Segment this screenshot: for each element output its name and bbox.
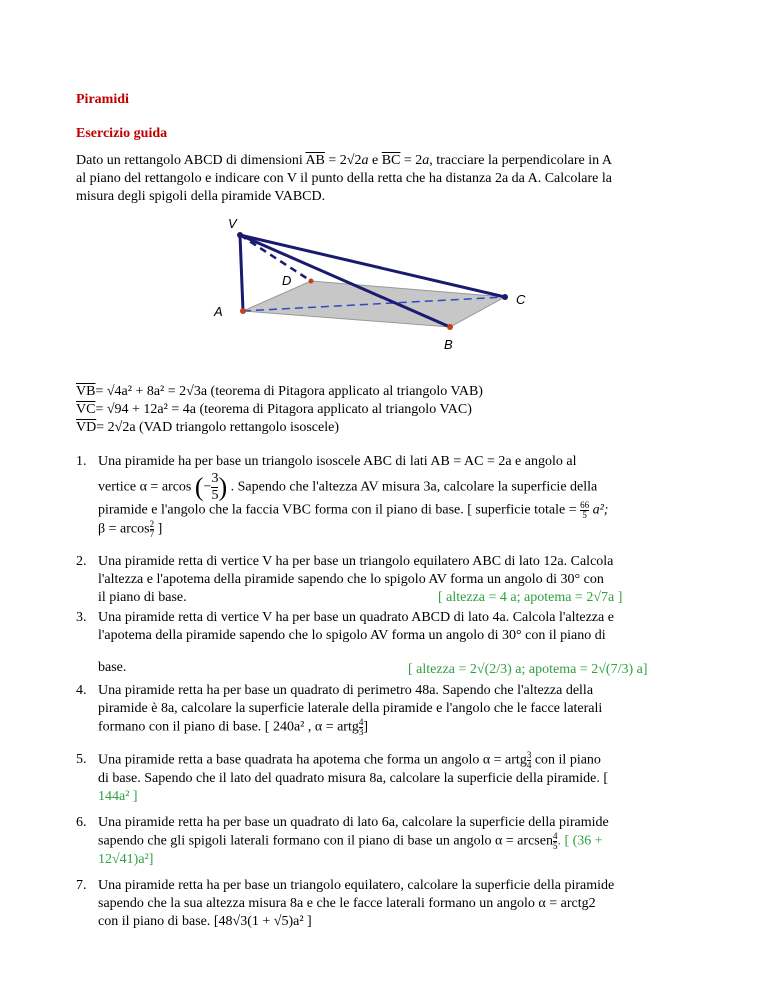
label-D: D	[282, 273, 292, 288]
label-V: V	[228, 216, 237, 231]
section-heading: Esercizio guida	[76, 126, 168, 141]
solution-VB: $\overline{VB}= √4a^2 + 8a^2 = 2√3a$ (teorema di Pitagora applicato al triangolo VAB)	[76, 384, 483, 399]
exercise-1: 1. Una piramide ha per base un triangolo isoscele ABC di lati AB = AC = 2a e angolo al vertice α = arcos (− $\frac{3}{5}$ ) . Sapendo che l'altezza AV misura 3a, calcolare la superficie della piramide e l'angolo che la faccia VBC forma con il piano di base. [ superficie totale = $\frac{66}{5}$ a²; β = arcos $\frac{2}{7}$ ]	[76, 454, 609, 539]
solution-VD: $\overline{VD}= 2√2a$ (VAD triangolo rettangolo isoscele)	[76, 420, 339, 435]
intro-paragraph: Dato un rettangolo ABCD di dimensioni $\overline{AB} = 2√2a$ e $\overline{BC} = 2a$, tracciare la perpendicolare in A al piano del rettangolo e indicare con V il punto della retta che ha distanza 2a da A. Calcolare la misura degli spigoli della piramide VABCD.	[76, 153, 612, 204]
page-heading: Piramidi	[76, 92, 129, 107]
pyramid-figure	[200, 215, 530, 360]
exercise-3: 3. Una piramide retta di vertice V ha per base un quadrato ABCD di lato 4a. Calcola l'altezza e l'apotema della piramide sapendo che lo spigolo AV forma un angolo di 30° con il piano di base. [ altezza = 2√(2/3) a; apotema = 2√(7/3) a]	[76, 610, 648, 677]
exercise-5: 5. Una piramide retta a base quadrata ha apotema che forma un angolo α = artg $\frac{3}{4}$ con il piano di base. Sapendo che il lato del quadrato misura 8a, calcolare la superficie della piramide. [ 144a² ]	[76, 750, 609, 804]
exercise-7: 7. Una piramide retta ha per base un triangolo equilatero, calcolare la superficie della piramide sapendo che la sua altezza misura 8a e che le facce laterali formano un angolo α = arctg2 con il piano di base. [48√3(1 + √5)a² ]	[76, 878, 615, 929]
label-A: A	[214, 304, 223, 319]
solution-VC: $\overline{VC}= √94 + 12a^2 = 4a$ (teorema di Pitagora applicato al triangolo VAC)	[76, 402, 472, 417]
label-C: C	[516, 292, 526, 307]
edge-VA	[240, 235, 243, 311]
exercise-6: 6. Una piramide retta ha per base un quadrato di lato 6a, calcolare la superficie della piramide sapendo che gli spigoli laterali formano con il piano di base un angolo α = arcsen $\frac{4}{5}$ . [ (36 + 12√41)a²]	[76, 815, 609, 867]
exercise-4: 4. Una piramide retta ha per base un quadrato di perimetro 48a. Sapendo che l'altezza della piramide è 8a, calcolare la superficie laterale della piramide e l'angolo che le facce laterali formano con il piano di base. [ 240a² , α = artg $\frac{4}{3}$ ]	[76, 683, 603, 737]
label-B: B	[444, 337, 453, 352]
exercise-2: 2. Una piramide retta di vertice V ha per base un triangolo equilatero ABC di lato 12a. Calcola l'altezza e l'apotema della piramide sapendo che lo spigolo AV forma un angolo di 30° con il piano di base. [ altezza = 4 a; apotema = 2√7a ]	[76, 554, 623, 605]
